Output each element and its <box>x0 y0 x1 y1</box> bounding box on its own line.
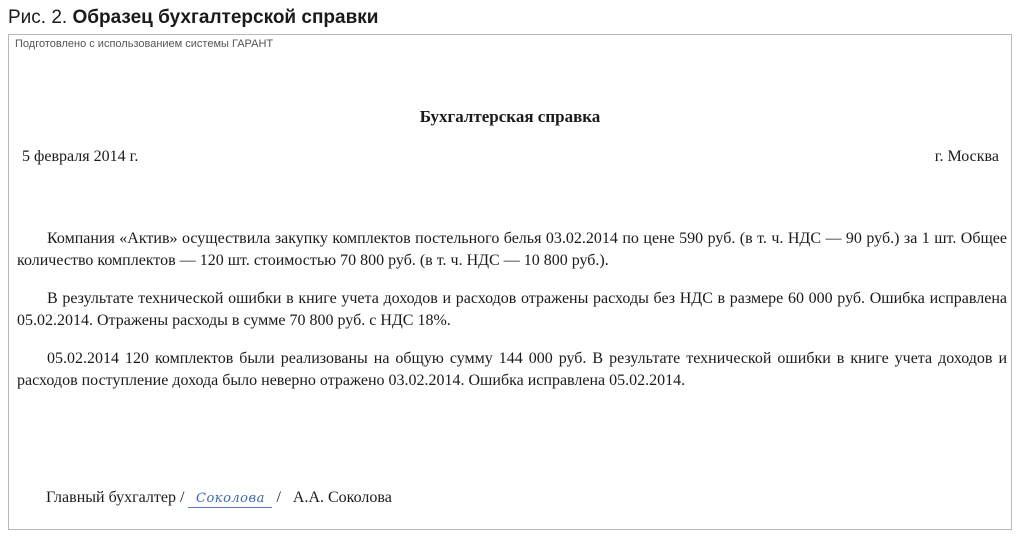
document-date: 5 февраля 2014 г. <box>22 148 139 165</box>
signer-position: Главный бухгалтер <box>46 489 176 506</box>
figure-caption <box>8 4 378 32</box>
paragraph-income-error: 05.02.2014 120 комплектов были реализованы на общую сумму 144 000 руб. В результате технической ошибки в книге учета доходов и расходов поступление дохода было неверно отражено 03.02.2014. Ошибка исправлена 05.02.2014. <box>17 350 1007 389</box>
document-city: г. Москва <box>934 148 999 165</box>
document-frame <box>8 34 1012 530</box>
document-title: Бухгалтерская справка <box>419 107 601 126</box>
source-note: Подготовлено с использованием системы ГАРАНТ <box>15 38 274 50</box>
signature-row <box>46 489 392 508</box>
signer-name: А.А. Соколова <box>292 489 392 506</box>
paragraph-purchase: Компания «Актив» осуществила закупку комплектов постельного белья 03.02.2014 по цене 590 руб. (в т. ч. НДС — 90 руб.) за 1 шт. Общее количество комплектов — 120 шт. стоимостью 70 800 руб. (в т. ч. НДС — 10 800 руб.). <box>17 230 1007 269</box>
paragraph-expense-error: В результате технической ошибки в книге учета доходов и расходов отражены расходы без НДС в размере 60 000 руб. Ошибка исправлена 05.02.2014. Отражены расходы в сумме 70 800 руб. с НДС 18%. <box>17 290 1007 329</box>
signature-slash-right: / <box>276 489 281 506</box>
figure-caption-prefix: Рис. 2. <box>8 7 68 28</box>
handwritten-signature: Соколова <box>188 491 272 508</box>
figure-caption-title: Образец бухгалтерской справки <box>72 7 379 28</box>
signature-slash-left: / <box>179 489 185 506</box>
